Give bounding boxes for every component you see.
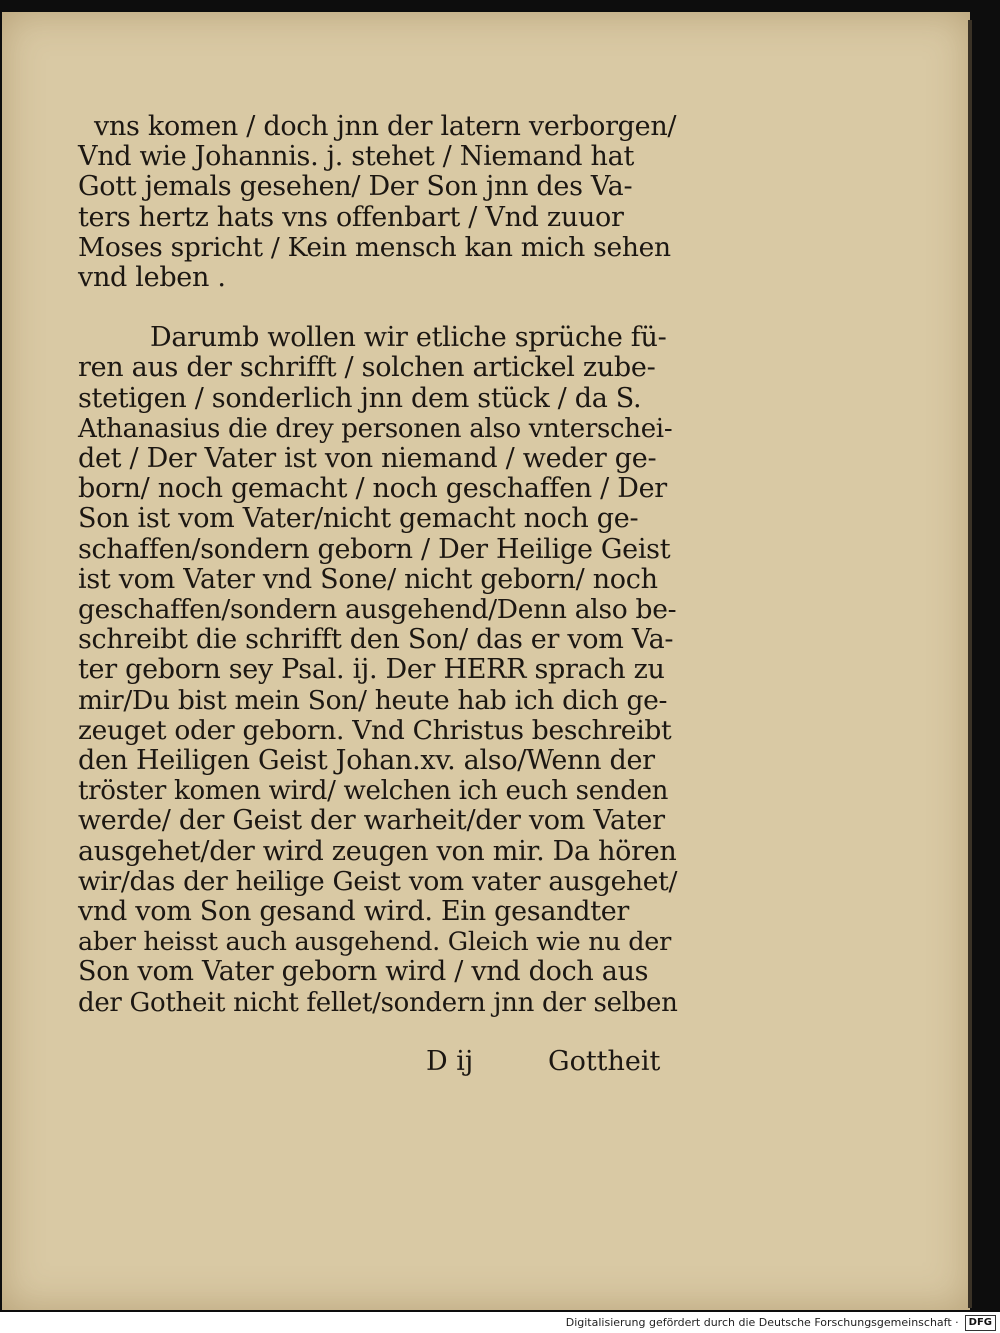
page-edge [968, 20, 972, 1308]
text-line: schreibt die schrifft den Son/ das er vom Va- [78, 624, 674, 656]
text-line: ausgehet/der wird zeugen von mir. Da hören [78, 835, 677, 867]
paragraph-2 [78, 323, 678, 1018]
text-line: Son vom Vater geborn wird / vnd doch aus [78, 956, 649, 988]
text-line: vns komen / doch jnn der latern verborgen/ [94, 111, 677, 142]
text-line: mir/Du bist mein Son/ heute hab ich dich ge- [78, 684, 668, 716]
text-line: aber heisst auch ausgehend. Gleich wie nu der [78, 927, 671, 958]
catchword: Gottheit [548, 1046, 661, 1077]
text-line: det / Der Vater ist von niemand / weder ge- [78, 443, 657, 475]
footer-bar [0, 1312, 1000, 1333]
text-line: Darumb wollen wir etliche sprüche fü- [150, 322, 667, 354]
text-line: Moses spricht / Kein mensch kan mich sehen [78, 231, 671, 263]
text-line: vnd leben . [78, 262, 226, 294]
text-line: geschaffen/sondern ausgehend/Denn also be- [78, 594, 677, 626]
text-line: Athanasius die drey personen also vnterschei- [78, 413, 673, 444]
text-line: schaffen/sondern geborn / Der Heilige Geist [78, 533, 671, 565]
text-line: den Heiligen Geist Johan.xv. also/Wenn der [78, 745, 655, 777]
text-line: ist vom Vater vnd Sone/ nicht geborn/ noch [78, 563, 658, 595]
text-line: Son ist vom Vater/nicht gemacht noch ge- [78, 503, 639, 535]
paragraph-1 [78, 112, 678, 293]
text-line: ters hertz hats vns offenbart / Vnd zuuor [78, 201, 624, 233]
text-line: wir/das der heilige Geist vom vater ausgehet/ [78, 865, 678, 897]
text-line: der Gotheit nicht fellet/sondern jnn der selben [78, 987, 678, 1018]
text-line: Gott jemals gesehen/ Der Son jnn des Va- [78, 171, 633, 203]
text-line: ter geborn sey Psal. ij. Der HERR sprach zu [78, 654, 665, 686]
body-text [78, 112, 678, 1018]
text-line: zeuget oder geborn. Vnd Christus beschreibt [78, 714, 672, 746]
text-line: Vnd wie Johannis. j. stehet / Niemand hat [78, 141, 634, 173]
text-line: vnd vom Son gesand wird. Ein gesandter [78, 896, 630, 928]
text-line: stetigen / sonderlich jnn dem stück / da S. [78, 382, 642, 414]
text-line: born/ noch gemacht / noch geschaffen / Der [78, 473, 667, 505]
dfg-logo-icon: DFG [965, 1315, 996, 1331]
text-line: werde/ der Geist der warheit/der vom Vater [78, 805, 665, 837]
footer-credit: Digitalisierung gefördert durch die Deutsche Forschungsgemeinschaft · [565, 1316, 959, 1329]
text-line: tröster komen wird/ welchen ich euch senden [78, 776, 669, 807]
signature-mark: D ij [426, 1046, 474, 1077]
text-line: ren aus der schrifft / solchen artickel zube- [78, 352, 656, 384]
